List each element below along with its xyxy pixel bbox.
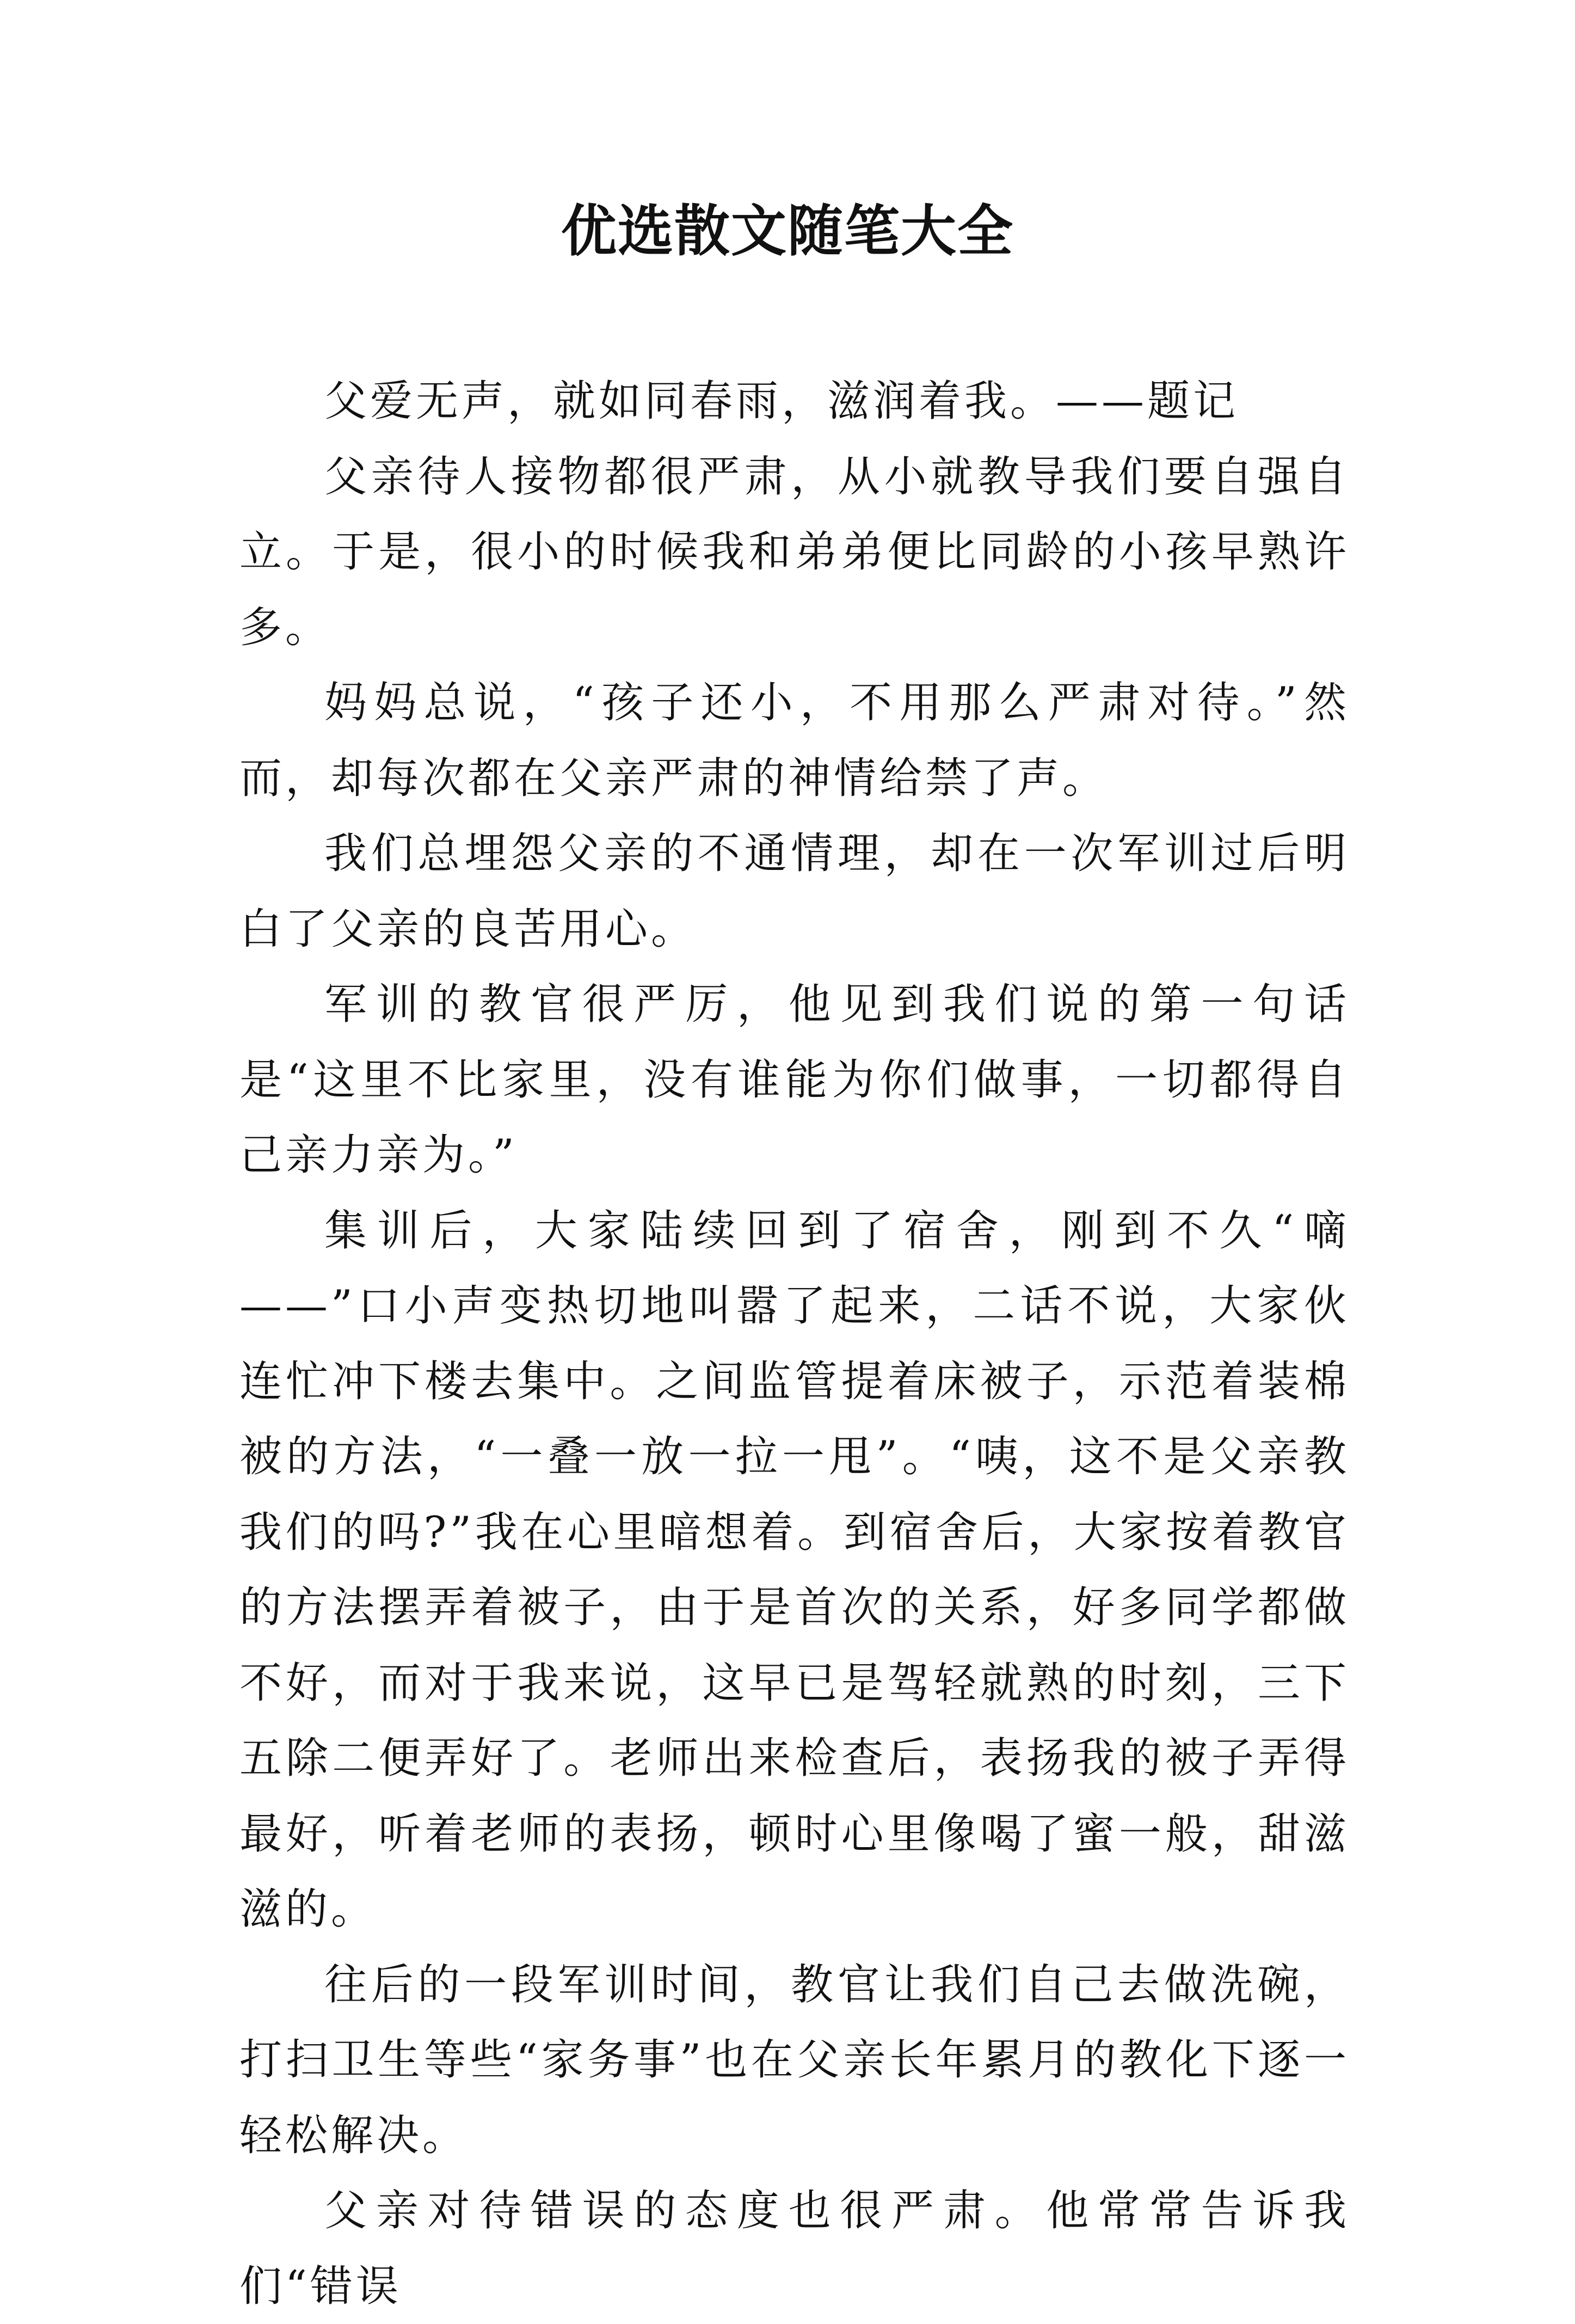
- paragraph: 军训的教官很严厉，他见到我们说的第一句话是“这里不比家里，没有谁能为你们做事，一切都得自己亲力亲为。”: [239, 980, 1350, 1180]
- document-body: [239, 364, 1350, 2324]
- paragraph: 妈妈总说，“孩子还小，不用那么严肃对待。”然而，却每次都在父亲严肃的神情给禁了声。: [239, 678, 1350, 803]
- paragraph: 往后的一段军训时间，教官让我们自己去做洗碗，打扫卫生等些“家务事”也在父亲长年累月的教化下逐一轻松解决。: [239, 1960, 1350, 2160]
- document-title: 优选散文随笔大全: [561, 199, 1014, 264]
- paragraph: 父爱无声，就如同春雨，滋润着我。——题记: [324, 377, 1239, 426]
- paragraph: 父亲待人接物都很严肃，从小就教导我们要自强自立。于是，很小的时候我和弟弟便比同龄的小孩早熟许多。: [239, 452, 1350, 652]
- paragraph: 集训后，大家陆续回到了宿舍，刚到不久“嘀——”口小声变热切地叫嚣了起来，二话不说，大家伙连忙冲下楼去集中。之间监管提着床被子，示范着装棉被的方法，“一叠一放一拉一甩”。“咦，这不是父亲教我们的吗?”我在心里暗想着。到宿舍后，大家按着教官的方法摆弄着被子，由于是首次的关系，好多同学都做不好，而对于我来说，这早已是驾轻就熟的时刻，三下五除二便弄好了。老师出来检查后，表扬我的被子弄得最好，听着老师的表扬，顿时心里像喝了蜜一般，甜滋滋的。: [239, 1206, 1350, 1934]
- paragraph: 我们总埋怨父亲的不通情理，却在一次军训过后明白了父亲的良苦用心。: [239, 829, 1350, 954]
- paragraph: 父亲对待错误的态度也很严肃。他常常告诉我们“错误: [239, 2186, 1350, 2311]
